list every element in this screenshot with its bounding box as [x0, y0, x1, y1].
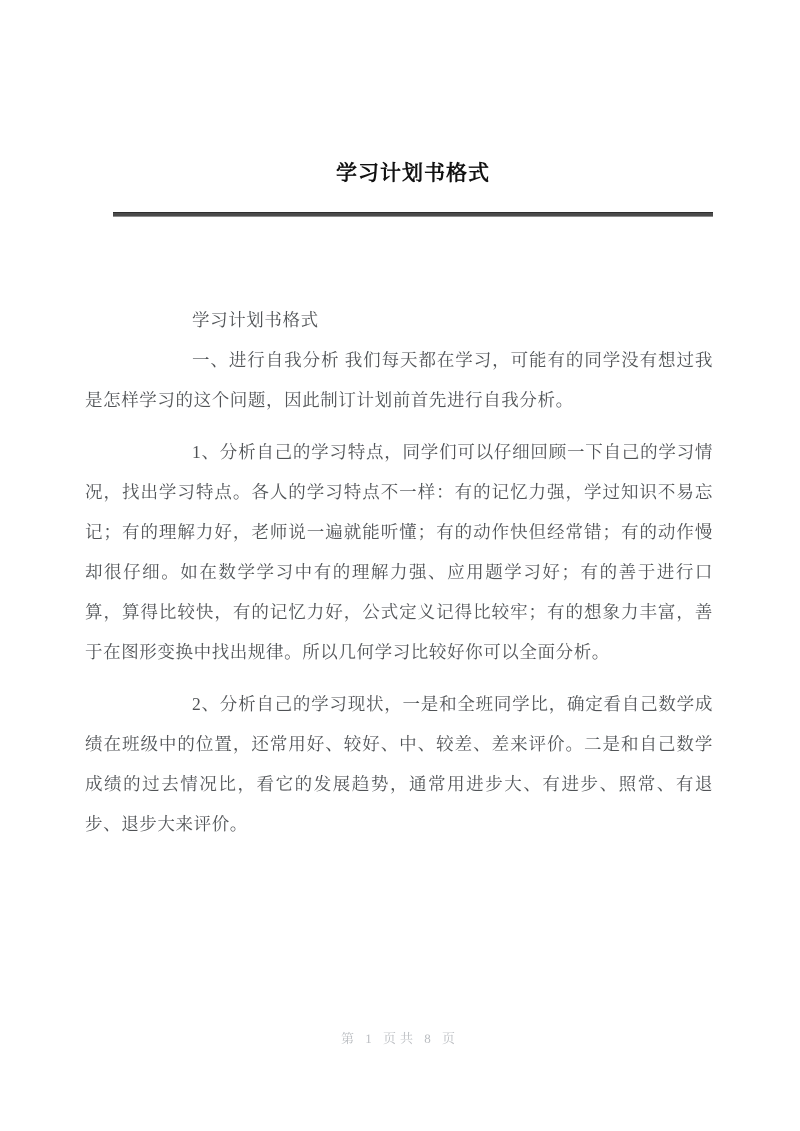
- paragraph-section-one: 一、进行自我分析 我们每天都在学习，可能有的同学没有想过我是怎样学习的这个问题，因此制订计划前首先进行自我分析。: [85, 350, 713, 410]
- paragraph-heading: 学习计划书格式: [192, 310, 319, 330]
- document-body: [85, 300, 713, 844]
- paragraph-item-2: 2、分析自己的学习现状，一是和全班同学比，确定看自己数学成绩在班级中的位置，还常用好、较好、中、较差、差来评价。二是和自己数学成绩的过去情况比，看它的发展趋势，通常用进步大、有进步、照常、有退步、退步大来评价。: [85, 694, 713, 834]
- page-title: 学习计划书格式: [336, 162, 490, 185]
- page-footer: 第 1 页共 8 页: [340, 1031, 459, 1046]
- title-divider: [113, 212, 713, 217]
- paragraph-item-1: 1、分析自己的学习特点，同学们可以仔细回顾一下自己的学习情况，找出学习特点。各人的学习特点不一样：有的记忆力强，学过知识不易忘记；有的理解力好，老师说一遍就能听懂；有的动作快但经常错；有的动作慢却很仔细。如在数学学习中有的理解力强、应用题学习好；有的善于进行口算，算得比较快，有的记忆力好，公式定义记得比较牢；有的想象力丰富，善于在图形变换中找出规律。所以几何学习比较好你可以全面分析。: [85, 442, 713, 662]
